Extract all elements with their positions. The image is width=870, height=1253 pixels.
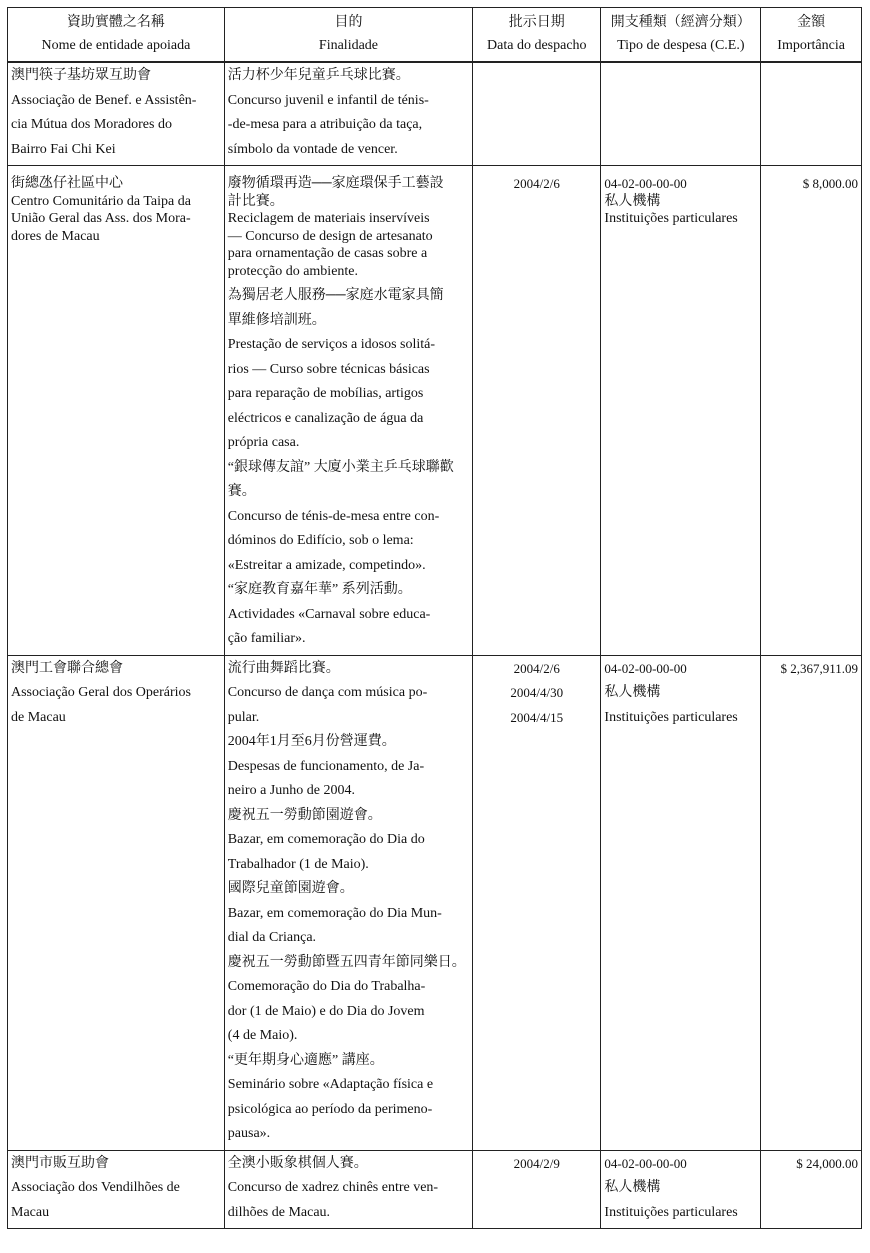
purpose-zh: [228, 456, 469, 505]
purpose-pt-line: símbolo da vontade de vencer.: [227, 141, 398, 157]
purpose-item: [228, 804, 469, 878]
purpose-pt-line: Prestação de serviços a idosos solitá-: [227, 337, 436, 352]
entity-name-pt: Associação dos Vendilhões de: [11, 1180, 180, 1195]
date-cell: [473, 62, 601, 166]
purpose-pt-line: Concurso juvenil e infantil de ténis-: [227, 92, 429, 108]
entity-name-pt: Macau: [11, 1204, 50, 1220]
entity-name-pt: de Macau: [11, 709, 66, 725]
purpose-pt-line: Bazar, em comemoração do Dia do: [227, 832, 425, 847]
table-header-row: [8, 8, 862, 63]
purpose-zh: [228, 730, 469, 755]
purpose-item: [228, 951, 469, 1049]
purpose-zh-line: 計比賽。: [227, 193, 284, 209]
expense-type-line: 私人機構: [604, 1180, 661, 1195]
header-amount: [761, 8, 862, 63]
purpose-zh-line: 廢物循環再造──家庭環保手工藝設: [227, 176, 444, 191]
purpose-cell: [224, 62, 472, 166]
dispatch-date: 2004/2/9: [513, 1155, 560, 1171]
purpose-zh-line: 國際兒童節園遊會。: [227, 881, 354, 896]
purpose-cell: [224, 1150, 472, 1229]
expense-type-line: Instituições particulares: [604, 1204, 738, 1220]
purpose-item: [228, 456, 469, 579]
date-cell: [473, 1150, 601, 1229]
purpose-item: [228, 1152, 469, 1226]
purpose-cell: [224, 166, 472, 656]
purpose-pt-line: Trabalhador (1 de Maio).: [227, 856, 369, 872]
dispatch-date: 2004/4/15: [510, 709, 564, 725]
entity-name-pt: dores de Macau: [11, 228, 100, 244]
purpose-pt: [228, 210, 469, 280]
purpose-item: [228, 730, 469, 804]
purpose-zh: [228, 1152, 469, 1177]
type-cell: [601, 166, 761, 656]
purpose-zh-line: 慶祝五一勞動節園遊會。: [227, 807, 382, 823]
purpose-pt-line: eléctricos e canalização de água da: [227, 410, 424, 426]
purpose-item: [228, 284, 469, 456]
purpose-item: [228, 64, 469, 162]
header-date-pt: Data do despacho: [487, 38, 587, 53]
purpose-pt: [228, 902, 469, 951]
purpose-pt: [228, 1073, 469, 1147]
amount-value: $ 2,367,911.09: [780, 660, 858, 676]
dispatch-date: 2004/2/6: [513, 176, 560, 191]
purpose-zh: [228, 578, 469, 603]
table-row: [8, 1150, 862, 1229]
subsidy-table: [7, 7, 862, 1229]
amount-cell: [761, 1150, 862, 1229]
purpose-zh-line: 慶祝五一勞動節暨五四青年節同樂日。: [227, 954, 466, 970]
header-entity-pt: Nome de entidade apoiada: [41, 38, 191, 53]
purpose-item: [228, 175, 469, 280]
header-purpose-pt: Finalidade: [318, 38, 379, 53]
purpose-zh: [228, 804, 469, 829]
purpose-pt-line: para reparação de mobílias, artigos: [227, 386, 424, 401]
purpose-zh-line: “銀球傳友誼” 大廈小業主乒乓球聯歡: [227, 459, 454, 475]
entity-name-pt: cia Mútua dos Moradores do: [11, 117, 172, 132]
purpose-pt: [228, 333, 469, 456]
entity-name-zh: 澳門工會聯合總會: [11, 660, 123, 676]
expense-type-line: 04-02-00-00-00: [604, 1155, 687, 1171]
entity-name-pt: União Geral das Ass. dos Mora-: [11, 211, 191, 226]
type-cell: [601, 1150, 761, 1229]
entity-cell: [8, 62, 225, 166]
expense-type-line: 04-02-00-00-00: [604, 176, 687, 191]
header-date-zh: 批示日期: [508, 15, 565, 30]
purpose-cell: [224, 655, 472, 1150]
purpose-zh: [228, 284, 469, 333]
purpose-zh-line: 活力杯少年兒童乒乓球比賽。: [227, 68, 410, 83]
purpose-pt: [228, 755, 469, 804]
purpose-item: [228, 877, 469, 951]
purpose-pt-line: ção familiar».: [227, 631, 306, 646]
purpose-pt-line: pular.: [227, 709, 260, 725]
purpose-zh-line: 流行曲舞蹈比賽。: [227, 660, 340, 676]
purpose-zh-line: “更年期身心適應” 講座。: [227, 1052, 384, 1068]
purpose-pt: [228, 975, 469, 1049]
purpose-zh-line: 單維修培訓班。: [227, 312, 326, 328]
purpose-zh: [228, 951, 469, 976]
purpose-pt: [228, 681, 469, 730]
expense-type-line: Instituições particulares: [604, 211, 738, 226]
purpose-pt-line: psicológica ao período da perimeno-: [227, 1101, 433, 1117]
purpose-item: [228, 1049, 469, 1147]
purpose-pt-line: dóminos do Edifício, sob o lema:: [227, 533, 414, 548]
entity-name-zh: 澳門市販互助會: [11, 1155, 109, 1171]
amount-value: $ 24,000.00: [796, 1155, 858, 1171]
entity-name-pt: Associação Geral dos Operários: [11, 685, 191, 700]
purpose-item: [228, 578, 469, 652]
amount-cell: [761, 166, 862, 656]
purpose-pt-line: Actividades «Carnaval sobre educa-: [227, 606, 431, 622]
expense-type-line: 私人機構: [604, 685, 661, 700]
date-cell: [473, 655, 601, 1150]
purpose-zh-line: 全澳小販象棋個人賽。: [227, 1155, 368, 1171]
purpose-pt-line: Concurso de ténis-de-mesa entre con-: [227, 508, 440, 524]
entity-cell: [8, 655, 225, 1150]
expense-type-line: 04-02-00-00-00: [604, 660, 687, 676]
entity-name-pt: Associação de Benef. e Assistên-: [11, 92, 197, 108]
purpose-pt-line: rios — Curso sobre técnicas básicas: [227, 361, 430, 377]
purpose-pt-line: Seminário sobre «Adaptação física e: [227, 1077, 434, 1092]
purpose-pt-line: dor (1 de Maio) e do Dia do Jovem: [227, 1003, 425, 1019]
expense-type-line: Instituições particulares: [604, 709, 738, 725]
purpose-pt: [228, 828, 469, 877]
purpose-pt-line: Concurso de xadrez chinês entre ven-: [227, 1180, 439, 1195]
purpose-zh: [228, 877, 469, 902]
entity-cell: [8, 1150, 225, 1229]
expense-type-line: 私人機構: [604, 193, 661, 209]
header-type: [601, 8, 761, 63]
entity-name-pt: Bairro Fai Chi Kei: [11, 141, 116, 157]
table-row: [8, 166, 862, 656]
table-row: [8, 655, 862, 1150]
purpose-zh-line: 2004年1月至6月份營運費。: [227, 734, 396, 749]
type-cell: [601, 655, 761, 1150]
purpose-pt-line: Bazar, em comemoração do Dia Mun-: [227, 905, 442, 921]
purpose-zh: [228, 64, 469, 89]
header-amount-pt: Importância: [777, 38, 845, 53]
purpose-pt-line: dial da Criança.: [227, 930, 317, 945]
dispatch-date: 2004/2/6: [513, 660, 560, 676]
type-cell: [601, 62, 761, 166]
purpose-pt-line: — Concurso de design de artesanato: [227, 228, 433, 244]
header-entity: [8, 8, 225, 63]
purpose-pt-line: protecção do ambiente.: [227, 263, 359, 279]
amount-cell: [761, 62, 862, 166]
entity-name-zh: 街總氹仔社區中心: [11, 176, 123, 191]
purpose-pt-line: Reciclagem de materiais inservíveis: [227, 211, 430, 226]
purpose-pt-line: pausa».: [227, 1126, 271, 1141]
purpose-pt: [228, 603, 469, 652]
header-purpose: [224, 8, 472, 63]
purpose-pt: [228, 89, 469, 163]
purpose-pt-line: para ornamentação de casas sobre a: [227, 246, 428, 261]
purpose-zh-line: “家庭教育嘉年華” 系列活動。: [227, 582, 412, 597]
purpose-zh: [228, 657, 469, 682]
purpose-zh-line: 賽。: [227, 484, 256, 499]
purpose-pt-line: neiro a Junho de 2004.: [227, 783, 355, 798]
purpose-pt-line: Concurso de dança com música po-: [227, 685, 428, 700]
purpose-zh: [228, 1049, 469, 1074]
header-type-pt: Tipo de despesa (C.E.): [617, 38, 745, 53]
amount-value: $ 8,000.00: [802, 176, 858, 191]
header-date: [473, 8, 601, 63]
purpose-pt-line: «Estreitar a amizade, competindo».: [227, 557, 426, 573]
entity-name-pt: Centro Comunitário da Taipa da: [11, 193, 191, 209]
purpose-pt-line: (4 de Maio).: [227, 1028, 298, 1043]
entity-cell: [8, 166, 225, 656]
purpose-zh-line: 為獨居老人服務──家庭水電家具簡: [227, 288, 444, 303]
date-cell: [473, 166, 601, 656]
header-amount-zh: 金額: [797, 15, 826, 30]
purpose-pt: [228, 1176, 469, 1225]
purpose-pt-line: própria casa.: [227, 435, 300, 450]
dispatch-date: 2004/4/30: [510, 685, 564, 700]
amount-cell: [761, 655, 862, 1150]
header-type-zh: 開支種類（經濟分類）: [610, 15, 751, 30]
entity-name-zh: 澳門筷子基坊眾互助會: [11, 68, 151, 83]
header-entity-zh: 資助實體之名稱: [66, 15, 165, 30]
table-row: [8, 62, 862, 166]
header-purpose-zh: 目的: [334, 15, 363, 30]
purpose-pt-line: Despesas de funcionamento, de Ja-: [227, 758, 425, 774]
purpose-zh: [228, 175, 469, 210]
purpose-pt: [228, 505, 469, 579]
purpose-pt-line: dilhões de Macau.: [227, 1204, 331, 1220]
purpose-pt-line: -de-mesa para a atribuição da taça,: [227, 117, 423, 132]
purpose-item: [228, 657, 469, 731]
purpose-pt-line: Comemoração do Dia do Trabalha-: [227, 979, 426, 994]
